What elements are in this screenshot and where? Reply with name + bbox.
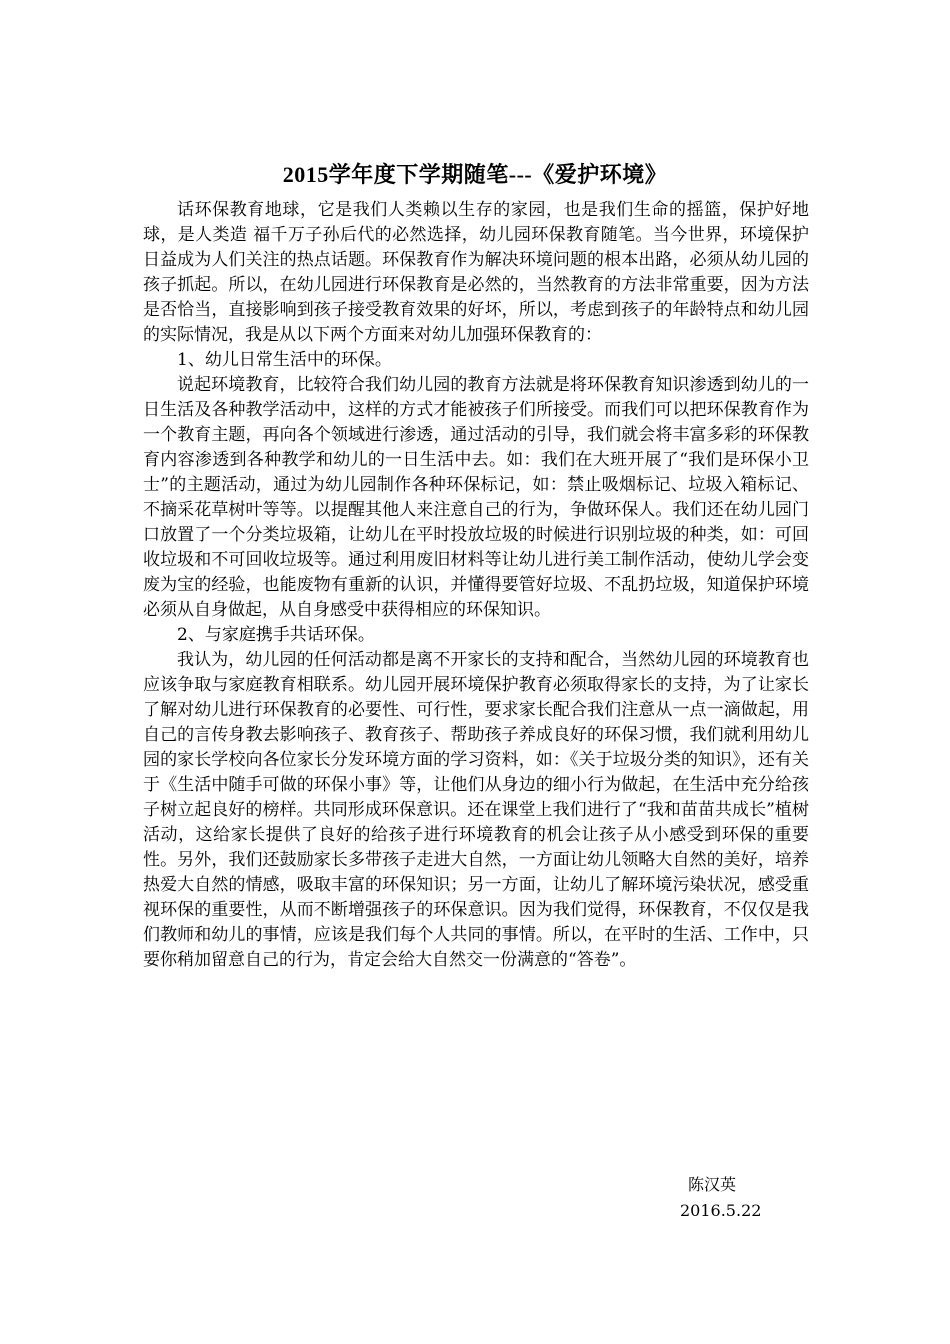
section-heading-2: 2、与家庭携手共话环保。 [177,625,375,645]
document-body [143,198,809,973]
paragraph-section-2: 我认为，幼儿园的任何活动都是离不开家长的支持和配合，当然幼儿园的环境教育也应该争取与家庭教育相联系。幼儿园开展环境保护教育必须取得家长的支持，为了让家长了解对幼儿进行环保教育的必要性、可行性，要求家长配合我们注意从一点一滴做起，用自己的言传身教去影响孩子、教育孩子、帮助孩子养成良好的环保习惯，我们就利用幼儿园的家长学校向各位家长分发环境方面的学习资料，如：《关于垃圾分类的知识》，还有关于《生活中随手可做的环保小事》等，让他们从身边的细小行为做起，在生活中充分给孩子树立起良好的榜样。共同形成环保意识。还在课堂上我们进行了“我和苗苗共成长”植树活动，这给家长提供了良好的给孩子进行环境教育的机会让孩子从小感受到环保的重要性。另外，我们还鼓励家长多带孩子走进大自然，一方面让幼儿领略大自然的美好，培养热爱大自然的情感，吸取丰富的环保知识；另一方面，让幼儿了解环境污染状况，感受重视环保的重要性，从而不断增强孩子的环保意识。因为我们觉得，环保教育，不仅仅是我们教师和幼儿的事情，应该是我们每个人共同的事情。所以，在平时的生活、工作中，只要你稍加留意自己的行为，肯定会给大自然交一份满意的“答卷”。 [143,650,809,970]
document-title: 2015学年度下学期随笔---《爱护环境》 [282,162,668,187]
section-heading-1: 1、幼儿日常生活中的环保。 [177,350,392,370]
paragraph-intro: 话环保教育地球，它是我们人类赖以生存的家园，也是我们生命的摇篮，保护好地球，是人类造 福千万子孙后代的必然选择，幼儿园环保教育随笔。当今世界，环境保护日益成为人们关注的热点话题。环保教育作为解决环境问题的根本出路，必须从幼儿园的孩子抓起。所以，在幼儿园进行环保教育是必然的，当然教育的方法非常重要，因为方法是否恰当，直接影响到孩子接受教育效果的好坏，所以，考虑到孩子的年龄特点和幼儿园的实际情况，我是从以下两个方面来对幼儿加强环保教育的： [143,200,809,345]
signature-block [640,1172,820,1224]
author-name: 陈汉英 [688,1175,737,1194]
paragraph-section-1: 说起环境教育，比较符合我们幼儿园的教育方法就是将环保教育知识渗透到幼儿的一日生活及各种教学活动中，这样的方式才能被孩子们所接受。而我们可以把环保教育作为一个教育主题，再向各个领域进行渗透，通过活动的引导，我们就会将丰富多彩的环保教育内容渗透到各种教学和幼儿的一日生活中去。如：我们在大班开展了“我们是环保小卫士”的主题活动，通过为幼儿园制作各种环保标记，如：禁止吸烟标记、垃圾入箱标记、不摘采花草树叶等等。以提醒其他人来注意自己的行为，争做环保人。我们还在幼儿园门口放置了一个分类垃圾箱，让幼儿在平时投放垃圾的时候进行识别垃圾的种类，如：可回收垃圾和不可回收垃圾等。通过利用废旧材料等让幼儿进行美工制作活动，使幼儿学会变废为宝的经验，也能废物有重新的认识，并懂得要管好垃圾、不乱扔垃圾，知道保护环境必须从自身做起，从自身感受中获得相应的环保知识。 [143,375,809,620]
signature-date: 2016.5.22 [680,1201,762,1220]
